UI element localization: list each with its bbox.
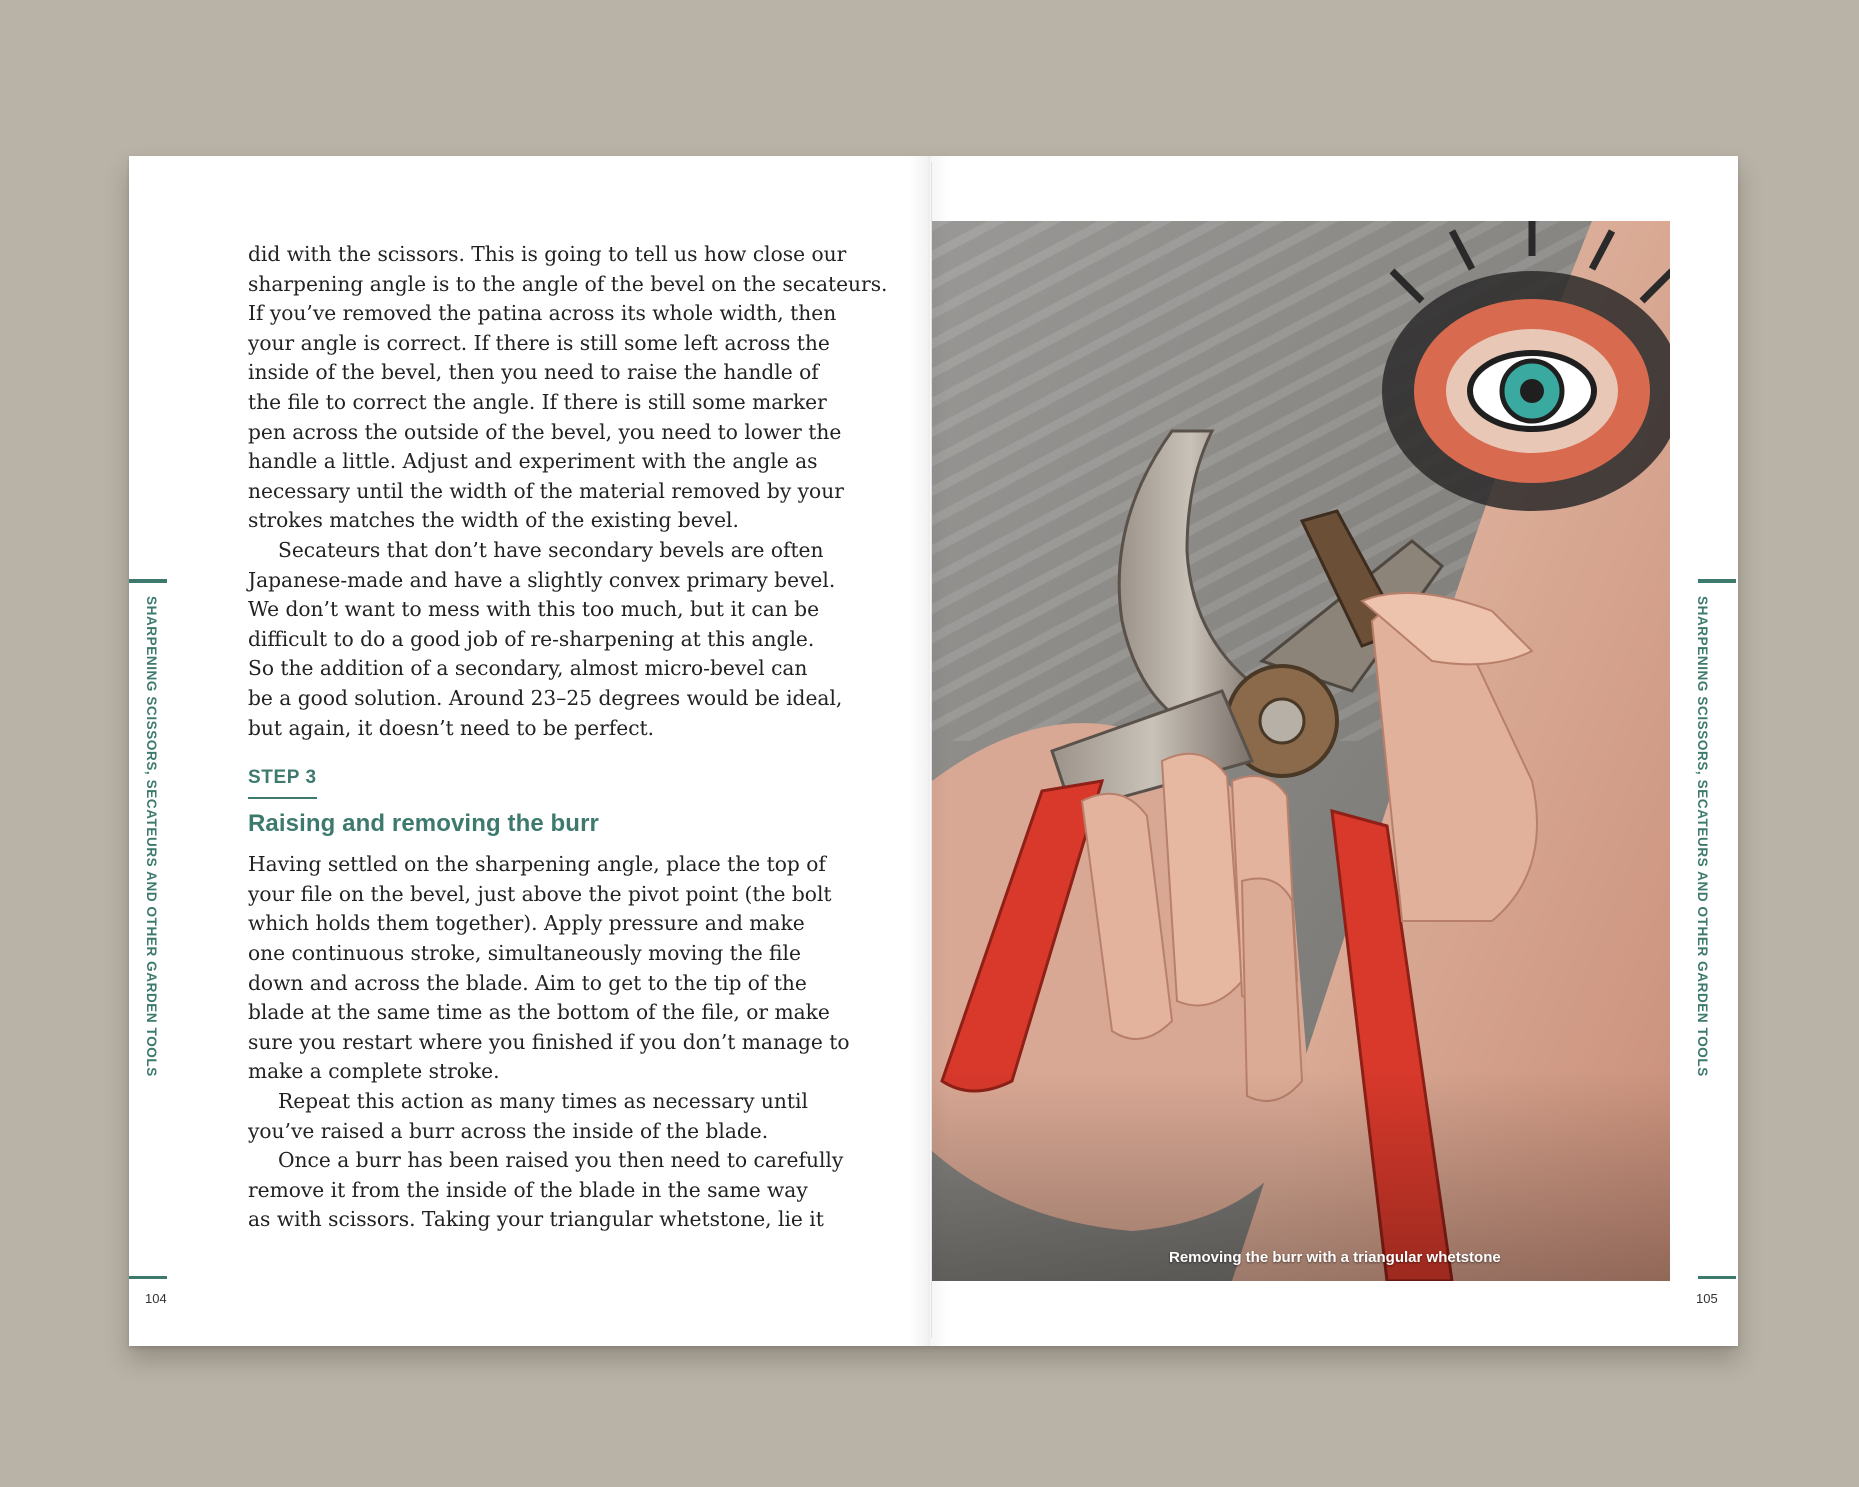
paragraph-1 [248,240,888,536]
photo-secateurs-whetstone [932,221,1670,1281]
step-heading: Raising and removing the burr [248,809,599,837]
text-line: necessary until the width of the material removed by your [248,478,844,503]
book-spread [129,156,1738,1346]
paragraph-2 [248,536,848,743]
text-line: We don’t want to mess with this too much, but it can be [248,597,820,622]
left-page [129,156,931,1346]
text-line: be a good solution. Around 23–25 degrees would be ideal, [248,685,843,710]
text-line: Japanese-made and have a slightly convex primary bevel. [248,567,836,592]
text-line: you’ve raised a burr across the inside of the blade. [248,1118,769,1143]
paragraph-5 [248,1146,848,1235]
text-line: handle a little. Adjust and experiment with the angle as [248,449,818,474]
text-line: Secateurs that don’t have secondary bevels are often [278,537,824,562]
text-line: as with scissors. Taking your triangular whetstone, lie it [248,1207,824,1232]
spine-line [931,162,932,1338]
text-line: down and across the blade. Aim to get to the tip of the [248,970,807,995]
running-head-left: SHARPENING SCISSORS, SECATEURS AND OTHER GARDEN TOOLS [144,596,159,1077]
text-line: If you’ve removed the patina across its whole width, then [248,301,837,326]
step-label: STEP 3 [248,763,317,799]
text-line: sure you restart where you finished if you don’t manage to [248,1029,850,1054]
paragraph-4 [248,1087,848,1146]
text-line: blade at the same time as the bottom of the file, or make [248,1000,830,1025]
photo-caption: Removing the burr with a triangular whetstone [1169,1249,1501,1266]
text-line: Repeat this action as many times as necessary until [278,1089,808,1114]
body-text [248,240,888,1235]
folio-rule-right [1698,1276,1736,1279]
text-line: strokes matches the width of the existing bevel. [248,508,739,533]
text-line: sharpening angle is to the angle of the bevel on the secateurs. [248,271,888,296]
text-line: did with the scissors. This is going to tell us how close our [248,242,847,266]
paragraph-3 [248,850,848,1087]
text-line: So the addition of a secondary, almost micro-bevel can [248,656,808,681]
text-line: but again, it doesn’t need to be perfect. [248,715,655,740]
text-line: your file on the bevel, just above the pivot point (the bolt [248,881,832,906]
text-line: the file to correct the angle. If there is still some marker [248,389,827,414]
text-line: inside of the bevel, then you need to raise the handle of [248,360,819,385]
text-line: which holds them together). Apply pressure and make [248,911,805,936]
text-line: difficult to do a good job of re-sharpening at this angle. [248,626,815,651]
text-line: Having settled on the sharpening angle, place the top of [248,852,826,877]
text-line: pen across the outside of the bevel, you need to lower the [248,419,842,444]
running-head-rule-top-right [1698,579,1736,583]
running-head-right: SHARPENING SCISSORS, SECATEURS AND OTHER GARDEN TOOLS [1695,596,1710,1077]
text-line: remove it from the inside of the blade in the same way [248,1177,808,1202]
text-line: make a complete stroke. [248,1059,500,1084]
running-head-rule-top [129,579,167,583]
text-line: one continuous stroke, simultaneously moving the file [248,941,801,966]
text-line: your angle is correct. If there is still some left across the [248,330,830,355]
page-number-left: 104 [145,1291,167,1306]
page-number-right: 105 [1696,1291,1718,1306]
folio-rule-left [129,1276,167,1279]
text-line: Once a burr has been raised you then need to carefully [278,1148,844,1173]
